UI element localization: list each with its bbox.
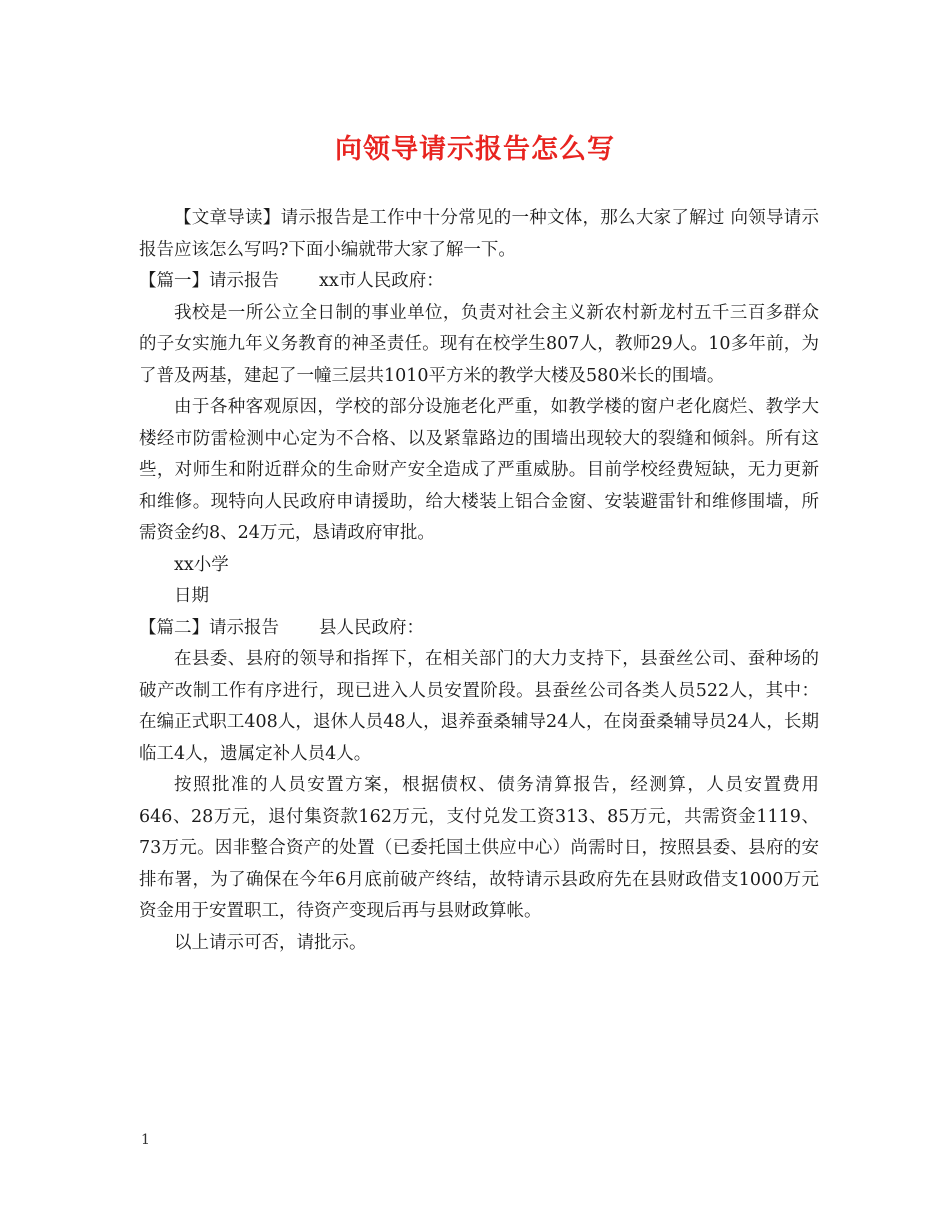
section-1-tag: 【篇一】请示报告 <box>139 271 279 291</box>
page-number: 1 <box>141 1132 150 1148</box>
section-2-heading <box>139 613 819 645</box>
section-2-tag: 【篇二】请示报告 <box>139 617 279 638</box>
section-1-date: 日期 <box>174 586 209 606</box>
document-body <box>139 203 819 959</box>
section-1-signature: xx小学 <box>174 554 229 575</box>
page-title: 向领导请示报告怎么写 <box>335 134 615 165</box>
section-1-paragraph-1: 我校是一所公立全日制的事业单位，负责对社会主义新农村新龙村五千三百多群众的子女实施九年义务教育的神圣责任。现有在校学生807人，教师29人。10多年前，为了普及两基，建起了一幢三层共1010平方米的教学大楼及580米长的围墙。 <box>139 302 819 386</box>
section-1-paragraph-2: 由于各种客观原因，学校的部分设施老化严重，如教学楼的窗户老化腐烂、教学大楼经市防雷检测中心定为不合格、以及紧靠路边的围墙出现较大的裂缝和倾斜。所有这些，对师生和附近群众的生命财产安全造成了严重威胁。目前学校经费短缺，无力更新和维修。现特向人民政府申请援助，给大楼装上铝合金窗、安装避雷针和维修围墙，所需资金约8、24万元，恳请政府审批。 <box>139 397 819 543</box>
section-1-heading <box>139 266 819 298</box>
section-2-paragraph-2: 按照批准的人员安置方案，根据债权、债务清算报告，经测算，人员安置费用646、28万元，退付集资款162万元，支付兑发工资313、85万元，共需资金1119、73万元。因非整合资产的处置（已委托国土供应中心）尚需时日，按照县委、县府的安排布署，为了确保在今年6月底前破产终结，故特请示县政府先在县财政借支1000万元资金用于安置职工，待资产变现后再与县财政算帐。 <box>139 775 819 921</box>
intro-paragraph: 【文章导读】请示报告是工作中十分常见的一种文体，那么大家了解过 向领导请示报告应该怎么写吗?下面小编就带大家了解一下。 <box>139 208 819 260</box>
section-1-recipient: xx市人民政府： <box>319 271 444 291</box>
section-2-recipient: 县人民政府： <box>319 617 424 638</box>
section-2-paragraph-1: 在县委、县府的领导和指挥下，在相关部门的大力支持下，县蚕丝公司、蚕种场的破产改制工作有序进行，现已进入人员安置阶段。县蚕丝公司各类人员522人，其中：在编正式职工408人，退休人员48人，退养蚕桑辅导24人，在岗蚕桑辅导员24人，长期临工4人，遗属定补人员4人。 <box>139 649 819 764</box>
section-2-closing: 以上请示可否，请批示。 <box>174 932 367 953</box>
